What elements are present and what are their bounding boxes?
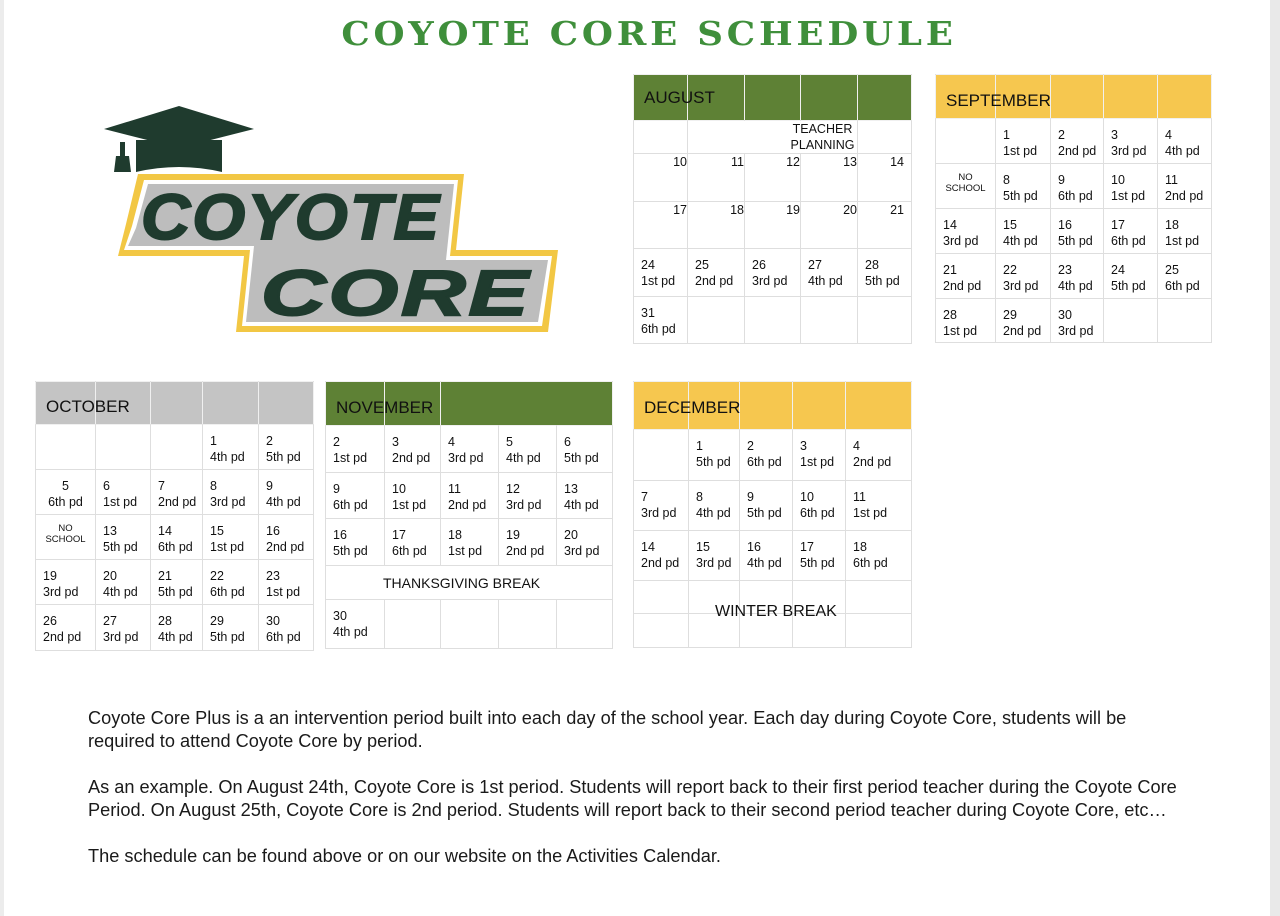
calendar-november [325, 381, 613, 649]
day-cell [385, 473, 441, 519]
week-row [36, 605, 314, 651]
period-label: 2nd pd [506, 544, 545, 558]
day-cell [557, 519, 613, 566]
day-number: 14 [641, 540, 655, 554]
day-cell [634, 531, 689, 581]
day-number: 8 [1003, 173, 1010, 187]
day-cell [846, 531, 912, 581]
day-number: 10 [1111, 173, 1125, 187]
description-paragraph-1: Coyote Core Plus is a an intervention period built into each day of the school year. Each day during Coyote Core, students will be required to attend Coyote Core by period. [88, 708, 1127, 751]
period-label: 1st pd [943, 324, 978, 338]
period-label: 6th pd [48, 495, 83, 509]
day-number: 25 [1165, 263, 1179, 277]
day-cell [203, 605, 259, 651]
day-number: 14 [158, 524, 172, 538]
day-cell [259, 425, 314, 470]
day-number: 21 [943, 263, 957, 277]
period-label: 1st pd [103, 495, 138, 509]
month-name: OCTOBER [46, 397, 130, 417]
period-label: 2nd pd [448, 498, 487, 512]
day-number: 15 [1003, 218, 1017, 232]
day-number: 30 [1058, 308, 1072, 322]
day-cell: 18 [688, 202, 745, 249]
period-label: 3rd pd [564, 544, 600, 558]
day-number: 1 [1003, 128, 1010, 142]
period-label: 5th pd [1111, 279, 1146, 293]
description [88, 707, 1188, 891]
period-label: 4th pd [103, 585, 138, 599]
day-cell: 12 [745, 154, 801, 202]
week-row [936, 164, 1212, 209]
day-number: 21 [158, 569, 172, 583]
day-number: 9 [1058, 173, 1065, 187]
period-label: 6th pd [1111, 234, 1146, 248]
day-number: 28 [158, 614, 172, 628]
no-school-cell: NO SCHOOL [36, 515, 96, 560]
day-number: 15 [210, 524, 224, 538]
period-label: 4th pd [1003, 234, 1038, 248]
period-label: 3rd pd [506, 498, 542, 512]
period-label: 1st pd [392, 498, 427, 512]
period-label: 2nd pd [943, 279, 982, 293]
day-number: 17 [800, 540, 814, 554]
period-label: 3rd pd [210, 495, 246, 509]
period-label: 2nd pd [1003, 324, 1042, 338]
day-cell [326, 519, 385, 566]
day-number: 19 [506, 528, 520, 542]
day-cell [1051, 299, 1104, 343]
day-number: 16 [266, 524, 280, 538]
day-cell [1051, 254, 1104, 299]
period-label: 6th pd [158, 540, 193, 554]
day-cell: 13 [801, 154, 858, 202]
day-cell [36, 605, 96, 651]
day-number: 16 [747, 540, 761, 554]
period-label: 3rd pd [641, 506, 677, 520]
day-cell [441, 519, 499, 566]
period-label: 5th pd [210, 630, 245, 644]
page-edge-left [0, 0, 4, 916]
day-cell [96, 605, 151, 651]
day-number: 3 [1111, 128, 1118, 142]
day-number: 11 [448, 482, 461, 496]
day-cell [793, 531, 846, 581]
period-label: 4th pd [1058, 279, 1093, 293]
day-number: 28 [943, 308, 957, 322]
week-row [936, 209, 1212, 254]
day-cell: 19 [745, 202, 801, 249]
period-label: 6th pd [747, 455, 782, 469]
day-number: 8 [696, 490, 703, 504]
period-label: 3rd pd [696, 556, 732, 570]
week-row [634, 481, 912, 531]
day-number: 24 [1111, 263, 1125, 277]
period-label: 4th pd [564, 498, 599, 512]
day-number: 20 [103, 569, 117, 583]
day-cell [499, 426, 557, 473]
day-cell [1158, 164, 1212, 209]
day-cell [259, 470, 314, 515]
period-label: 1st pd [210, 540, 245, 554]
period-label: 2nd pd [1165, 189, 1204, 203]
day-cell [1104, 164, 1158, 209]
day-number: 15 [696, 540, 710, 554]
week-row [36, 425, 314, 470]
day-number: 10 [800, 490, 814, 504]
day-cell [151, 605, 203, 651]
period-label: 1st pd [266, 585, 301, 599]
empty-cell [96, 425, 151, 470]
day-cell [203, 425, 259, 470]
day-number: 30 [266, 614, 280, 628]
day-cell [1158, 209, 1212, 254]
day-cell: 24 1st pd [634, 249, 688, 297]
day-cell [441, 473, 499, 519]
day-number: 13 [103, 524, 117, 538]
day-cell [203, 560, 259, 605]
day-number: 20 [564, 528, 578, 542]
day-cell [793, 481, 846, 531]
day-number: 18 [1165, 218, 1179, 232]
day-cell: 30 4th pd [326, 600, 385, 649]
week-row [326, 473, 613, 519]
day-cell [1104, 209, 1158, 254]
day-cell [326, 473, 385, 519]
period-label: 3rd pd [1058, 324, 1094, 338]
calendar-august [633, 74, 912, 344]
day-cell [259, 560, 314, 605]
period-label: 3rd pd [1111, 144, 1147, 158]
period-label: 1st pd [853, 506, 888, 520]
day-cell [846, 430, 912, 481]
period-label: 6th pd [853, 556, 888, 570]
period-label: 5th pd [696, 455, 731, 469]
day-number: 10 [392, 482, 406, 496]
day-number: 2 [747, 439, 754, 453]
day-cell [936, 254, 996, 299]
period-label: 5th pd [747, 506, 782, 520]
period-label: 4th pd [1165, 144, 1200, 158]
period-label: 1st pd [1165, 234, 1200, 248]
day-cell [96, 515, 151, 560]
day-cell [996, 209, 1051, 254]
day-cell [203, 515, 259, 560]
day-cell [689, 531, 740, 581]
graduation-cap-icon [104, 106, 254, 172]
day-cell [36, 470, 96, 515]
period-label: 1st pd [1111, 189, 1146, 203]
day-number: 3 [392, 435, 399, 449]
day-cell [996, 119, 1051, 164]
day-number: 23 [266, 569, 280, 583]
empty-cell [634, 430, 689, 481]
day-cell [1104, 119, 1158, 164]
day-cell: 21 [858, 202, 912, 249]
day-number: 8 [210, 479, 217, 493]
period-label: 3rd pd [943, 234, 979, 248]
day-cell [740, 531, 793, 581]
day-cell [151, 560, 203, 605]
logo-line1: COYOTE [141, 181, 442, 253]
day-number: 27 [103, 614, 117, 628]
period-label: 6th pd [210, 585, 245, 599]
day-number: 11 [853, 490, 866, 504]
break-row [326, 566, 613, 600]
thanksgiving-break: THANKSGIVING BREAK [326, 566, 613, 600]
day-cell [1051, 164, 1104, 209]
period-label: 2nd pd [1058, 144, 1097, 158]
day-cell: 11 [688, 154, 745, 202]
coyote-core-logo [96, 96, 566, 336]
period-label: 2nd pd [266, 540, 305, 554]
day-number: 4 [853, 439, 860, 453]
day-cell [1051, 209, 1104, 254]
period-label: 6th pd [333, 498, 368, 512]
logo-line2: CORE [261, 257, 532, 329]
month-name: NOVEMBER [336, 397, 434, 417]
description-paragraph-2: As an example. On August 24th, Coyote Core is 1st period. Students will report back to their first period teacher during the Coyote Core Period. On August 25th, Coyote Core is 2nd period. Students will report back to their second period teacher during Coyote Core, etc… [88, 777, 1177, 820]
week-row [36, 515, 314, 560]
teacher-planning-label: TEACHER PLANNING [688, 121, 858, 154]
period-label: 4th pd [506, 451, 541, 465]
calendar-october [35, 381, 314, 651]
week-row [326, 426, 613, 473]
empty-cell [1158, 299, 1212, 343]
day-cell [689, 481, 740, 531]
day-number: 4 [1165, 128, 1172, 142]
day-number: 12 [506, 482, 520, 496]
week-row [936, 299, 1212, 343]
week-row [936, 119, 1212, 164]
month-name: AUGUST [644, 87, 715, 107]
no-school-cell: NO SCHOOL [936, 164, 996, 209]
day-number: 9 [747, 490, 754, 504]
day-cell [740, 430, 793, 481]
day-number: 4 [448, 435, 455, 449]
period-label: 3rd pd [1003, 279, 1039, 293]
day-cell [36, 560, 96, 605]
logo-graphic [96, 96, 566, 336]
day-number: 18 [448, 528, 462, 542]
period-label: 5th pd [564, 451, 599, 465]
day-cell [936, 299, 996, 343]
day-number: 22 [1003, 263, 1017, 277]
day-number: 13 [564, 482, 578, 496]
day-cell [740, 481, 793, 531]
day-number: 26 [43, 614, 57, 628]
period-label: 2nd pd [43, 630, 82, 644]
day-number: 17 [1111, 218, 1125, 232]
day-cell [793, 430, 846, 481]
day-cell [499, 473, 557, 519]
day-cell [151, 515, 203, 560]
day-cell [634, 481, 689, 531]
day-cell [96, 470, 151, 515]
day-number: 16 [333, 528, 347, 542]
week-row [36, 560, 314, 605]
day-number: 17 [392, 528, 406, 542]
week-row [326, 600, 613, 649]
period-label: 4th pd [747, 556, 782, 570]
day-number: 19 [43, 569, 57, 583]
day-number: 2 [1058, 128, 1065, 142]
period-label: 5th pd [103, 540, 138, 554]
period-label: 2nd pd [158, 495, 197, 509]
day-cell [1158, 119, 1212, 164]
period-label: 4th pd [210, 450, 245, 464]
empty-cell [1104, 299, 1158, 343]
period-label: 5th pd [158, 585, 193, 599]
day-cell: 20 [801, 202, 858, 249]
week-row [634, 430, 912, 481]
day-cell [203, 470, 259, 515]
day-cell [96, 560, 151, 605]
day-number: 29 [210, 614, 224, 628]
day-number: 9 [333, 482, 340, 496]
period-label: 6th pd [266, 630, 301, 644]
day-cell [936, 209, 996, 254]
month-name: DECEMBER [644, 397, 741, 417]
period-label: 4th pd [266, 495, 301, 509]
period-label: 1st pd [448, 544, 483, 558]
day-cell [996, 299, 1051, 343]
day-number: 6 [103, 479, 110, 493]
period-label: 3rd pd [43, 585, 79, 599]
day-cell [385, 426, 441, 473]
period-label: 2nd pd [853, 455, 892, 469]
day-cell [1104, 254, 1158, 299]
month-name: SEPTEMBER [946, 90, 1051, 110]
period-label: 6th pd [392, 544, 427, 558]
period-label: 2nd pd [392, 451, 431, 465]
day-number: 22 [210, 569, 224, 583]
day-cell [557, 473, 613, 519]
page-title: COYOTE CORE SCHEDULE [341, 14, 957, 53]
description-paragraph-3: The schedule can be found above or on our website on the Activities Calendar. [88, 846, 721, 866]
winter-break-label: WINTER BREAK [715, 603, 837, 620]
period-label: 4th pd [696, 506, 731, 520]
day-number: 23 [1058, 263, 1072, 277]
day-cell: 31 6th pd [634, 297, 688, 344]
day-number: 5 [62, 479, 69, 493]
day-cell [557, 426, 613, 473]
day-cell [996, 164, 1051, 209]
day-cell [996, 254, 1051, 299]
day-number: 14 [943, 218, 957, 232]
page-edge-right [1270, 0, 1280, 916]
calendar-september [935, 74, 1212, 343]
day-cell: 14 [858, 154, 912, 202]
period-label: 5th pd [266, 450, 301, 464]
day-number: 2 [333, 435, 340, 449]
day-number: 11 [1165, 173, 1178, 187]
period-label: 5th pd [800, 556, 835, 570]
day-number: 1 [696, 439, 703, 453]
day-number: 29 [1003, 308, 1017, 322]
day-number: 6 [564, 435, 571, 449]
day-cell [441, 426, 499, 473]
period-label: 1st pd [333, 451, 368, 465]
day-cell [689, 430, 740, 481]
day-cell [385, 519, 441, 566]
day-cell: 26 3rd pd [745, 249, 801, 297]
period-label: 6th pd [800, 506, 835, 520]
day-number: 7 [641, 490, 648, 504]
period-label: 2nd pd [641, 556, 680, 570]
period-label: 1st pd [1003, 144, 1038, 158]
week-row [634, 531, 912, 581]
empty-cell [151, 425, 203, 470]
period-label: 1st pd [800, 455, 835, 469]
day-cell [326, 426, 385, 473]
period-label: 5th pd [1003, 189, 1038, 203]
period-label: 5th pd [333, 544, 368, 558]
day-cell: 27 4th pd [801, 249, 858, 297]
empty-cell [936, 119, 996, 164]
day-number: 5 [506, 435, 513, 449]
day-number: 18 [853, 540, 867, 554]
day-number: 2 [266, 434, 273, 448]
empty-cell [36, 425, 96, 470]
day-number: 9 [266, 479, 273, 493]
period-label: 6th pd [1165, 279, 1200, 293]
day-cell: 28 5th pd [858, 249, 912, 297]
week-row [326, 519, 613, 566]
day-cell [259, 515, 314, 560]
day-cell: 10 [634, 154, 688, 202]
week-row [36, 470, 314, 515]
week-row [936, 254, 1212, 299]
day-cell: 25 2nd pd [688, 249, 745, 297]
day-cell [1051, 119, 1104, 164]
period-label: 5th pd [1058, 234, 1093, 248]
period-label: 3rd pd [103, 630, 139, 644]
day-number: 1 [210, 434, 217, 448]
period-label: 3rd pd [448, 451, 484, 465]
day-number: 16 [1058, 218, 1072, 232]
period-label: 6th pd [1058, 189, 1093, 203]
day-cell [151, 470, 203, 515]
day-number: 3 [800, 439, 807, 453]
day-cell [259, 605, 314, 651]
day-number: 7 [158, 479, 165, 493]
day-cell [1158, 254, 1212, 299]
day-cell [846, 481, 912, 531]
day-cell [499, 519, 557, 566]
day-cell: 17 [634, 202, 688, 249]
period-label: 4th pd [158, 630, 193, 644]
